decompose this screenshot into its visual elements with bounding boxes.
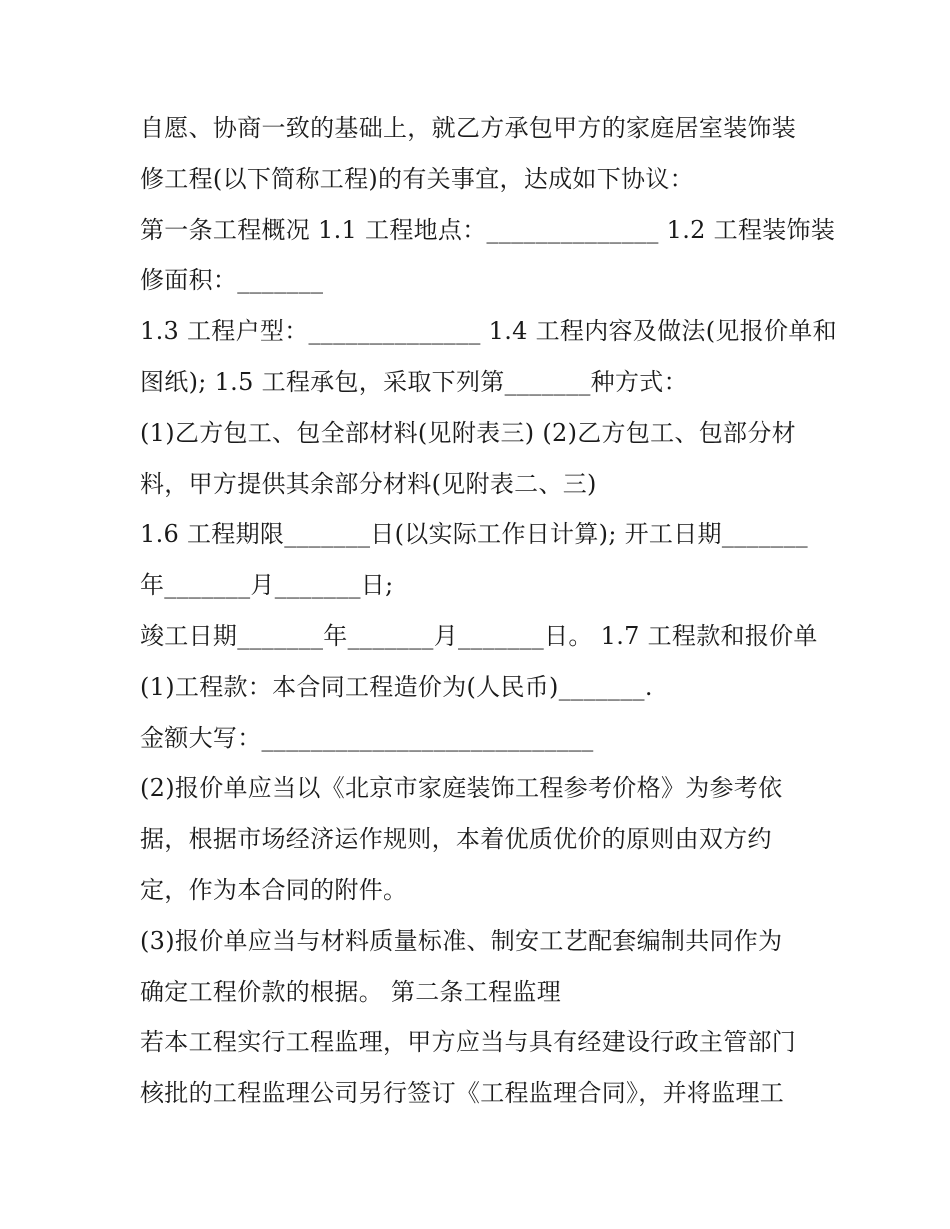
text-line: 核批的工程监理公司另行签订《工程监理合同》，并将监理工: [140, 1079, 785, 1108]
text-line: 确定工程价款的根据。 第二条工程监理: [140, 977, 562, 1006]
text-line: 第一条工程概况 1.1 工程地点：______________ 1.2 工程装饰装: [140, 215, 836, 244]
document-body: [140, 103, 837, 1119]
text-line: 金额大写：___________________________: [140, 723, 594, 752]
text-line: 定，作为本合同的附件。: [140, 875, 408, 904]
text-line: 据，根据市场经济运作规则，本着优质优价的原则由双方约: [140, 825, 772, 854]
text-line: 图纸); 1.5 工程承包，采取下列第_______种方式：: [140, 367, 688, 396]
text-line: 修工程(以下简称工程)的有关事宜，达成如下协议：: [140, 164, 694, 193]
text-line: 1.6 工程期限_______日(以实际工作日计算); 开工日期_______: [140, 520, 808, 549]
text-line: 修面积：_______: [140, 266, 324, 295]
text-line: (1)乙方包工、包全部材料(见附表三) (2)乙方包工、包部分材: [140, 418, 796, 447]
text-line: 若本工程实行工程监理，甲方应当与具有经建设行政主管部门: [140, 1028, 797, 1057]
text-line: (3)报价单应当与材料质量标准、制安工艺配套编制共同作为: [140, 926, 783, 955]
text-line: 料，甲方提供其余部分材料(见附表二、三): [140, 469, 597, 498]
text-line: 自愿、协商一致的基础上，就乙方承包甲方的家庭居室装饰装: [140, 114, 797, 142]
text-line: 年_______月_______日;: [140, 571, 394, 600]
text-line: 竣工日期_______年_______月_______日。 1.7 工程款和报价单: [140, 621, 818, 650]
text-line: (2)报价单应当以《北京市家庭装饰工程参考价格》为参考依: [140, 774, 783, 803]
text-line: 1.3 工程户型：______________ 1.4 工程内容及做法(见报价单和: [140, 317, 837, 346]
text-line: (1)工程款：本合同工程造价为(人民币)_______.: [140, 672, 653, 701]
